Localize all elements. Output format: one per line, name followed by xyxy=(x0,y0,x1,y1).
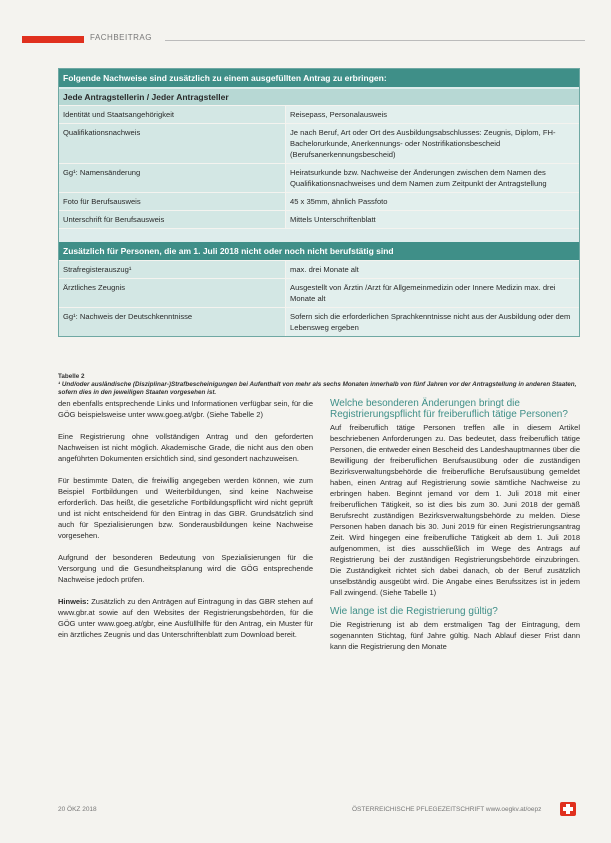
caption-footnote: ¹ Und/oder ausländische (Disziplinar-)Strafbescheinigungen bei Aufenthalt von mehr als sechs Monaten innerhalb von fünf Jahren vor der Antragstellung in anderen Staaten, sofern dies in den jeweiligen Staaten vorgesehen ist. xyxy=(58,381,577,396)
row-label: Ärztliches Zeugnis xyxy=(59,279,285,307)
row-value: Mittels Unterschriftenblatt xyxy=(285,211,579,228)
right-column xyxy=(330,398,580,660)
hint-label: Hinweis: xyxy=(58,597,89,606)
table-spacer xyxy=(59,228,579,240)
row-label: Foto für Berufsausweis xyxy=(59,193,285,210)
paragraph: Eine Registrierung ohne vollständigen Antrag und den geforderten Nachweisen ist nicht möglich. Akademische Grade, die nicht aus den oben angeführten Dokumenten ersichtlich sind, sind gesondert nachzuweisen. xyxy=(58,432,313,463)
table-section-title-2: Zusätzlich für Personen, die am 1. Juli 2018 nicht oder noch nicht berufstätig sind xyxy=(59,242,579,260)
row-label: Strafregisterauszug¹ xyxy=(59,261,285,278)
row-label: Identität und Staatsangehörigkeit xyxy=(59,106,285,123)
row-label: Unterschrift für Berufsausweis xyxy=(59,211,285,228)
row-value: Ausgestellt von Ärztin /Arzt für Allgemeinmedizin oder Innere Medizin max. drei Monate alt xyxy=(285,279,579,307)
table-row xyxy=(59,307,579,336)
table-row xyxy=(59,260,579,278)
section-heading: Welche besonderen Änderungen bringt die Registrierungspflicht für freiberuflich tätige Personen? xyxy=(330,398,568,420)
header-rule xyxy=(165,40,585,41)
table-row xyxy=(59,123,579,163)
table-subhead: Jede Antragstellerin / Jeder Antragsteller xyxy=(59,89,579,105)
requirements-table xyxy=(58,68,580,337)
row-value: Reisepass, Personalausweis xyxy=(285,106,579,123)
table-row xyxy=(59,192,579,210)
header-accent-bar xyxy=(22,36,84,43)
row-value: 45 x 35mm, ähnlich Passfoto xyxy=(285,193,579,210)
caption-title: Tabelle 2 xyxy=(58,373,85,380)
table-row xyxy=(59,210,579,228)
hint-paragraph xyxy=(58,596,313,640)
row-value: Sofern sich die erforderlichen Sprachkenntnisse nicht aus der Ausbildung oder dem Lebensweg ergeben xyxy=(285,308,579,336)
paragraph: Für bestimmte Daten, die freiwillig angegeben werden können, wie zum Beispiel Fortbildungen und Weiterbildungen, sind keine Nachweise erforderlich. Das heißt, die gesetzliche Fortbildungspflicht wird nicht geprüft und ist nicht entscheidend für den Eintrag in das GBR. Grundsätzlich sind auch für Spezialisierungen bzw. Sonderausbildungen keine Nachweise vorgesehen. xyxy=(58,476,313,540)
paragraph: Die Registrierung ist ab dem erstmaligen Tag der Eintragung, dem sogenannten Stichtag, fünf Jahre gültig. Nach Ablauf dieser Frist dann kann die Registrierung den Monate xyxy=(330,620,580,651)
cross-logo-icon xyxy=(560,802,576,816)
row-value: max. drei Monate alt xyxy=(285,261,579,278)
table-group-1 xyxy=(59,105,579,228)
row-label: Gg¹: Namensänderung xyxy=(59,164,285,192)
table-row xyxy=(59,105,579,123)
left-column xyxy=(58,398,313,651)
paragraph: Auf freiberuflich tätige Personen treffen alle in diesem Artikel beschriebenen Anforderungen zu. Das bedeutet, dass freiberuflich tätige Personen, die entweder einen Bescheid des Landeshauptmannes über die Bewilligung der freiberuflichen Berufsausübung oder die zuständigen Bezirksverwaltungsbehörde die freiberufliche Berufsausübung gemeldet haben, einen Antrag auf Registrierung sowie sämtliche Nachweise zu erbringen haben. Beginnt jemand vor dem 1. Juli 2018 mit einer freiberuflichen Tätigkeit, so ist dies bis zum 30. Juni 2018 der gemäß Berufsrecht zuständigen Bezirksverwaltungsbehörde zu melden. Diese Personen haben danach bis 30. Juni 2019 für einen Registrierungsantrag Zeit. Wird hingegen eine freiberufliche Tätigkeit ab dem 1. Juli 2018 aufgenommen, ist dies ausschließlich im Wege des Antrags auf Registrierung bei der zuständigen Registrierungsbehörde einzubringen. Die Zuständigkeit richtet sich dabei danach, ob der Beruf zusätzlich unselbständig ausgeübt wird. Die Angabe eines Berufssitzes ist in jedem Fall zwingend. (Siehe Tabelle 1) xyxy=(330,423,580,597)
row-value: Heiratsurkunde bzw. Nachweise der Änderungen zwischen dem Namen des Qualifikationsnachweises und dem Namen zum Zeitpunkt der Antragstellung xyxy=(285,164,579,192)
row-value: Je nach Beruf, Art oder Ort des Ausbildungsabschlusses: Zeugnis, Diplom, FH-Bachelorurkunde, Anerkennungs- oder Nostrifikationsbescheid (Berufsanerkennungsbescheid) xyxy=(285,124,579,163)
section-heading: Wie lange ist die Registrierung gültig? xyxy=(330,606,498,617)
row-label: Qualifikationsnachweis xyxy=(59,124,285,163)
row-label: Gg¹: Nachweis der Deutschkenntnisse xyxy=(59,308,285,336)
table-section-title: Folgende Nachweise sind zusätzlich zu einem ausgefüllten Antrag zu erbringen: xyxy=(59,69,579,87)
section-label: FACHBEITRAG xyxy=(90,33,152,42)
table-row xyxy=(59,163,579,192)
hint-text: Zusätzlich zu den Anträgen auf Eintragung in das GBR stehen auf www.gbr.at sowie auf den Websites der Registrierungsbehörden, für die GÖG unter www.goeg.at/gbr, eine Ausfüllhilfe für den Antrag, ein Muster für ein ärztliches Zeugnis und das Unterschriftenblatt zum Download bereit. xyxy=(58,597,313,639)
page-footer xyxy=(0,802,611,816)
table-row xyxy=(59,278,579,307)
paragraph: den ebenfalls entsprechende Links und Informationen verfügbar sein, für die GÖG beispielsweise unter www.goeg.at/gbr. (Siehe Tabelle 2) xyxy=(58,399,313,419)
paragraph: Aufgrund der besonderen Bedeutung von Spezialisierungen für die Versorgung und die Gesundheitsplanung wird die GÖG entsprechende Nachweise jedoch prüfen. xyxy=(58,553,313,584)
journal-name: ÖSTERREICHISCHE PFLEGEZEITSCHRIFT www.oegkv.at/oepz xyxy=(352,806,542,813)
table-group-2 xyxy=(59,260,579,336)
page-number: 20 ÖKZ 2018 xyxy=(58,806,97,813)
table-caption xyxy=(58,373,578,397)
